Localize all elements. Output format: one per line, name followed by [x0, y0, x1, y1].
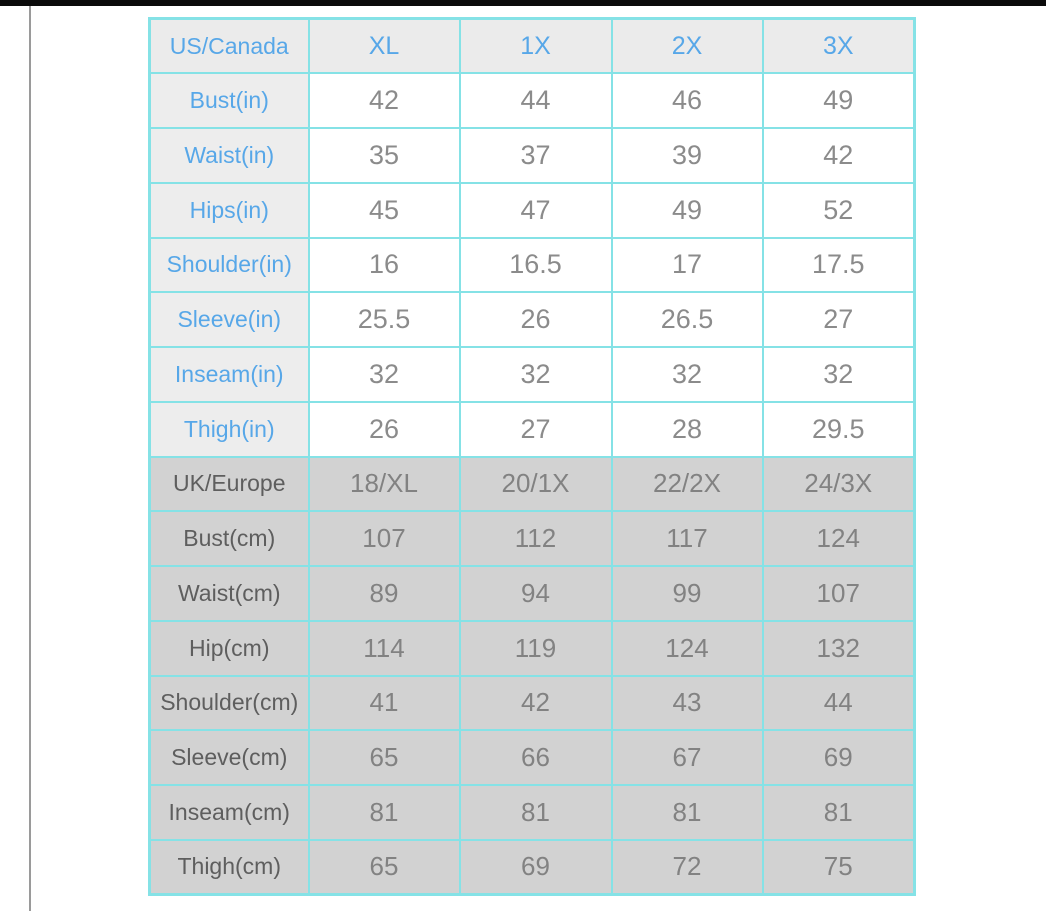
value-cell: 46 [612, 73, 763, 128]
cm-row [150, 785, 915, 840]
row-label: Hip(cm) [150, 621, 309, 676]
value-cell: 114 [309, 621, 460, 676]
value-cell: 27 [763, 292, 915, 347]
in-row [150, 292, 915, 347]
value-cell: 67 [612, 730, 763, 785]
value-cell: 44 [763, 676, 915, 731]
row-label: Hips(in) [150, 183, 309, 238]
value-cell: 35 [309, 128, 460, 183]
value-cell: 39 [612, 128, 763, 183]
value-cell: 2X [612, 19, 763, 74]
in-row [150, 402, 915, 457]
value-cell: 22/2X [612, 457, 763, 512]
value-cell: 94 [460, 566, 612, 621]
value-cell: 45 [309, 183, 460, 238]
in-row [150, 128, 915, 183]
row-label: Shoulder(in) [150, 238, 309, 293]
value-cell: 17 [612, 238, 763, 293]
value-cell: 66 [460, 730, 612, 785]
value-cell: 25.5 [309, 292, 460, 347]
value-cell: 124 [612, 621, 763, 676]
value-cell: 18/XL [309, 457, 460, 512]
value-cell: 65 [309, 840, 460, 895]
value-cell: 49 [612, 183, 763, 238]
value-cell: 69 [460, 840, 612, 895]
value-cell: 41 [309, 676, 460, 731]
cm-row [150, 730, 915, 785]
row-label: Waist(cm) [150, 566, 309, 621]
value-cell: 107 [763, 566, 915, 621]
row-label: UK/Europe [150, 457, 309, 512]
value-cell: XL [309, 19, 460, 74]
value-cell: 47 [460, 183, 612, 238]
row-label: Thigh(in) [150, 402, 309, 457]
row-label: Sleeve(in) [150, 292, 309, 347]
value-cell: 16 [309, 238, 460, 293]
value-cell: 44 [460, 73, 612, 128]
value-cell: 24/3X [763, 457, 915, 512]
value-cell: 42 [763, 128, 915, 183]
value-cell: 124 [763, 511, 915, 566]
cm-row [150, 457, 915, 512]
value-cell: 107 [309, 511, 460, 566]
value-cell: 32 [612, 347, 763, 402]
value-cell: 28 [612, 402, 763, 457]
value-cell: 32 [460, 347, 612, 402]
value-cell: 3X [763, 19, 915, 74]
cm-row [150, 840, 915, 895]
in-row [150, 238, 915, 293]
value-cell: 29.5 [763, 402, 915, 457]
row-label: Inseam(cm) [150, 785, 309, 840]
in-row [150, 73, 915, 128]
row-label: US/Canada [150, 19, 309, 74]
in-row [150, 347, 915, 402]
value-cell: 81 [612, 785, 763, 840]
value-cell: 20/1X [460, 457, 612, 512]
value-cell: 52 [763, 183, 915, 238]
value-cell: 119 [460, 621, 612, 676]
row-label: Shoulder(cm) [150, 676, 309, 731]
value-cell: 42 [309, 73, 460, 128]
value-cell: 1X [460, 19, 612, 74]
row-label: Bust(in) [150, 73, 309, 128]
value-cell: 27 [460, 402, 612, 457]
size-chart-table [148, 17, 916, 896]
value-cell: 16.5 [460, 238, 612, 293]
row-label: Bust(cm) [150, 511, 309, 566]
value-cell: 69 [763, 730, 915, 785]
row-label: Thigh(cm) [150, 840, 309, 895]
value-cell: 42 [460, 676, 612, 731]
value-cell: 117 [612, 511, 763, 566]
value-cell: 32 [309, 347, 460, 402]
value-cell: 81 [763, 785, 915, 840]
cm-row [150, 566, 915, 621]
value-cell: 32 [763, 347, 915, 402]
cm-row [150, 511, 915, 566]
row-label: Inseam(in) [150, 347, 309, 402]
value-cell: 49 [763, 73, 915, 128]
value-cell: 37 [460, 128, 612, 183]
size-chart-body [150, 19, 915, 895]
value-cell: 26.5 [612, 292, 763, 347]
value-cell: 65 [309, 730, 460, 785]
value-cell: 81 [309, 785, 460, 840]
value-cell: 75 [763, 840, 915, 895]
cm-row [150, 621, 915, 676]
value-cell: 43 [612, 676, 763, 731]
top-black-bar [0, 0, 1046, 6]
value-cell: 26 [309, 402, 460, 457]
value-cell: 17.5 [763, 238, 915, 293]
value-cell: 99 [612, 566, 763, 621]
value-cell: 81 [460, 785, 612, 840]
row-label: Waist(in) [150, 128, 309, 183]
left-vertical-rule [29, 6, 31, 911]
in-row [150, 183, 915, 238]
value-cell: 132 [763, 621, 915, 676]
value-cell: 89 [309, 566, 460, 621]
value-cell: 26 [460, 292, 612, 347]
cm-row [150, 676, 915, 731]
value-cell: 72 [612, 840, 763, 895]
header-row [150, 19, 915, 74]
row-label: Sleeve(cm) [150, 730, 309, 785]
value-cell: 112 [460, 511, 612, 566]
